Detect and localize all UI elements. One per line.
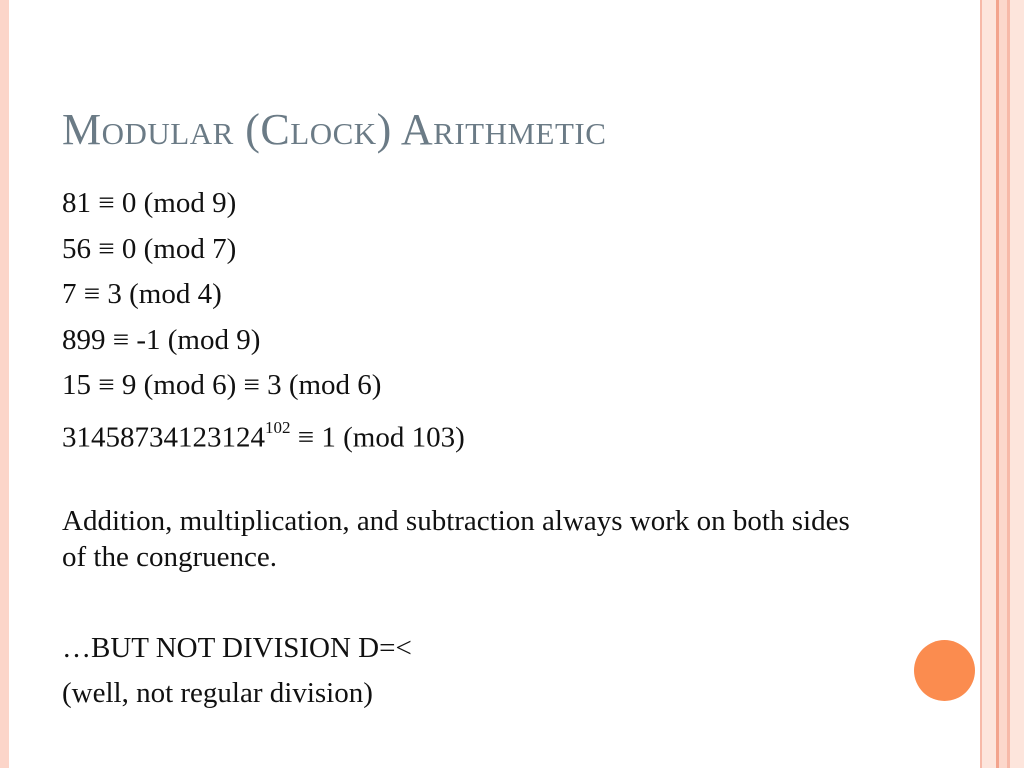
congruence-base: 15 xyxy=(62,369,91,401)
congruence-line xyxy=(62,185,922,231)
right-stripe-decoration xyxy=(980,0,1024,768)
stripe xyxy=(1010,0,1024,768)
congruence-base: 899 xyxy=(62,323,106,356)
stripe xyxy=(982,0,996,768)
congruence-base: 7 xyxy=(62,278,77,310)
congruence-line xyxy=(62,231,922,277)
congruence-exponent: 102 xyxy=(265,417,291,437)
orange-circle-decoration xyxy=(914,640,975,701)
congruence-line xyxy=(62,322,922,368)
congruence-rest: ≡ 9 (mod 6) ≡ 3 (mod 6) xyxy=(91,369,382,401)
left-border-decoration xyxy=(0,0,9,768)
congruence-rest: ≡ 0 (mod 9) xyxy=(91,187,237,219)
division-warning: …BUT NOT DIVISION D=< xyxy=(62,632,412,664)
congruence-rest: ≡ 3 (mod 4) xyxy=(76,278,222,310)
congruence-base: 31458734123124 xyxy=(62,421,265,454)
congruence-rest: ≡ -1 (mod 9) xyxy=(105,323,261,356)
congruence-base: 81 xyxy=(62,187,91,219)
congruence-list xyxy=(62,185,922,458)
congruence-rest: ≡ 1 (mod 103) xyxy=(290,421,465,454)
congruence-rest: ≡ 0 (mod 7) xyxy=(91,232,237,265)
congruence-base: 56 xyxy=(62,232,91,265)
congruence-line xyxy=(62,413,922,459)
congruence-line xyxy=(62,367,922,413)
operations-paragraph: Addition, multiplication, and subtraction always work on both sides of the congruence. xyxy=(62,505,850,573)
slide-title: Modular (Clock) Arithmetic xyxy=(62,105,607,154)
congruence-line xyxy=(62,276,922,322)
stripe xyxy=(999,0,1007,768)
division-note: (well, not regular division) xyxy=(62,677,373,709)
